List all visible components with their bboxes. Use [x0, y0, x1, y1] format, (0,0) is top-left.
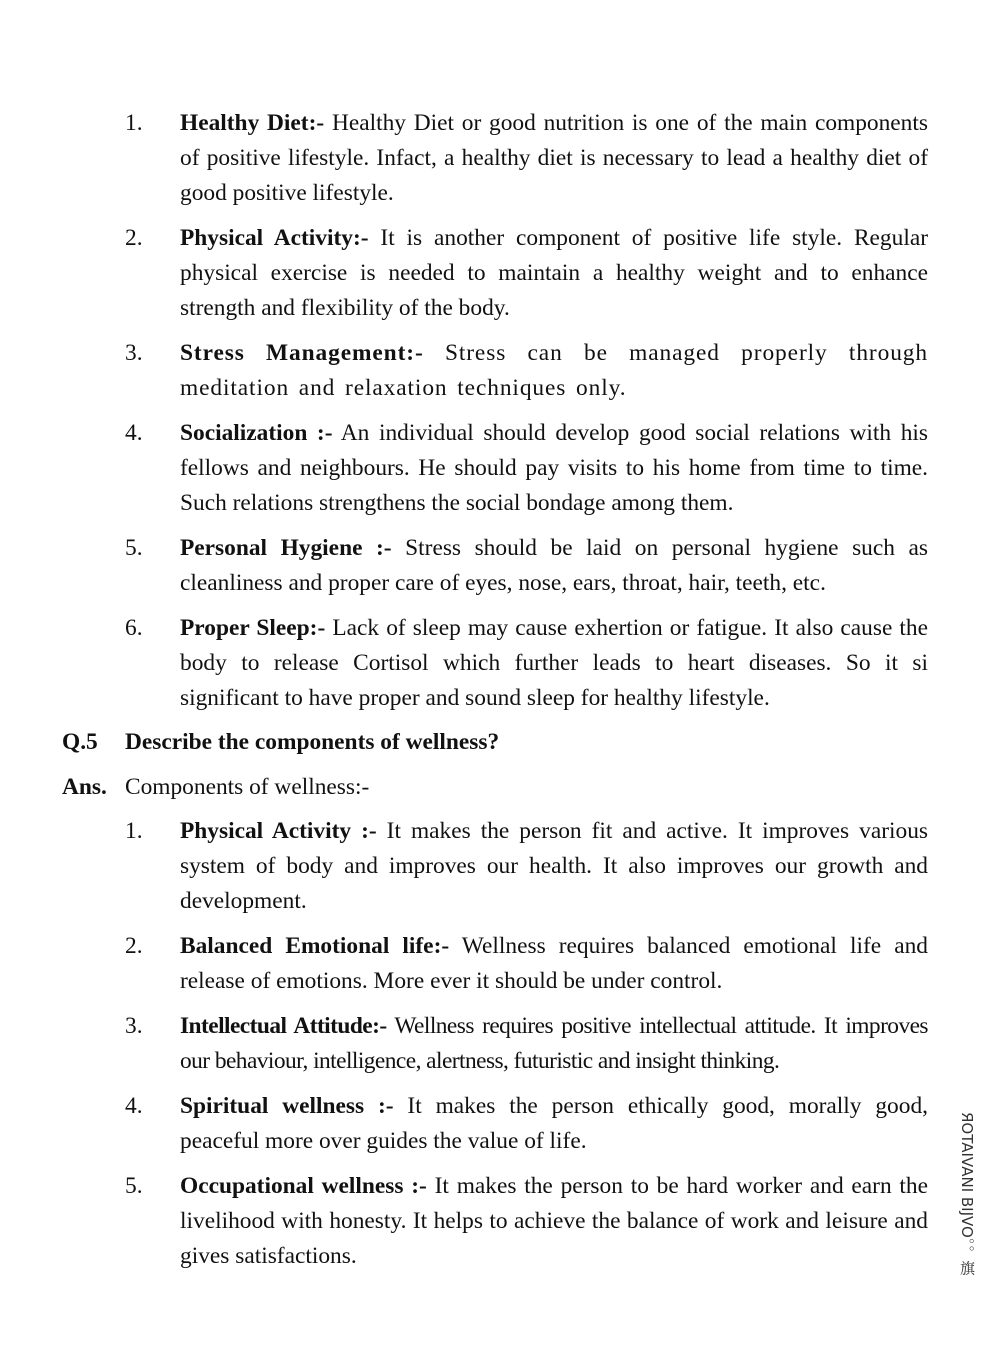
list-item	[0, 221, 991, 326]
vertical-margin-note: ЯOTAIVANI ВIJVO。。旗	[958, 1112, 976, 1276]
item-number: 2.	[125, 933, 143, 959]
item-title: Intellectual Attitude:-	[180, 1013, 387, 1039]
item-text	[180, 611, 928, 716]
answer-label: Ans.	[62, 774, 107, 800]
item-number: 5.	[125, 1173, 143, 1199]
item-title: Physical Activity:-	[180, 225, 369, 251]
list-item	[0, 1009, 991, 1079]
item-title: Occupational wellness :-	[180, 1173, 427, 1199]
list-item	[0, 106, 991, 211]
item-text	[180, 416, 928, 521]
item-title: Healthy Diet:-	[180, 110, 325, 136]
item-text	[180, 221, 928, 326]
item-number: 4.	[125, 1093, 143, 1119]
item-title: Spiritual wellness :-	[180, 1093, 394, 1119]
item-text	[180, 1009, 928, 1079]
item-body: Lack of sleep may cause exhertion or fatigue. It also cause the body to release Cortisol which further leads to heart diseases. So it si significant to have proper and sound sleep for healthy lifestyle.	[180, 615, 928, 711]
item-number: 6.	[125, 615, 143, 641]
item-body: Wellness requires balanced emotional life and release of emotions. More ever it should be under control.	[180, 933, 928, 994]
item-text	[180, 336, 928, 406]
item-body: It is another component of positive life style. Regular physical exercise is needed to maintain a healthy weight and to enhance strength and flexibility of the body.	[180, 225, 928, 321]
item-text	[180, 929, 928, 999]
answer-text: Components of wellness:-	[125, 774, 370, 800]
item-body: It makes the person ethically good, morally good, peaceful more over guides the value of life.	[180, 1093, 928, 1154]
list-item	[0, 814, 991, 919]
item-text	[180, 1169, 928, 1274]
list-item	[0, 611, 991, 716]
item-number: 5.	[125, 535, 143, 561]
item-text	[180, 1089, 928, 1159]
item-number: 2.	[125, 225, 143, 251]
list-item	[0, 416, 991, 521]
item-body: Wellness requires positive intellectual attitude. It improves our behaviour, intelligence, alertness, futuristic and insight thinking.	[180, 1013, 928, 1074]
item-body: It makes the person fit and active. It improves various system of body and improves our health. It also improves our growth and development.	[180, 818, 928, 914]
question-text: Describe the components of wellness?	[125, 729, 500, 755]
list-item	[0, 1169, 991, 1274]
item-body: An individual should develop good social relations with his fellows and neighbours. He should pay visits to his home from time to time. Such relations strengthens the social bondage among them.	[180, 420, 928, 516]
wellness-components-list	[0, 814, 991, 1284]
item-body: Healthy Diet or good nutrition is one of the main components of positive lifestyle. Infact, a healthy diet is necessary to lead a healthy diet of good positive lifestyle.	[180, 110, 928, 206]
item-title: Stress Management:-	[180, 340, 424, 366]
lifestyle-components-list	[0, 106, 991, 726]
item-body: It makes the person to be hard worker and earn the livelihood with honesty. It helps to achieve the balance of work and leisure and gives satisfactions.	[180, 1173, 929, 1269]
item-text	[180, 531, 928, 601]
item-body: Stress should be laid on personal hygiene such as cleanliness and proper care of eyes, nose, ears, throat, hair, teeth, etc.	[180, 535, 928, 596]
list-item	[0, 531, 991, 601]
item-number: 1.	[125, 110, 143, 136]
item-body: Stress can be managed properly through meditation and relaxation techniques only.	[180, 340, 928, 401]
item-text	[180, 814, 928, 919]
item-number: 4.	[125, 420, 143, 446]
item-number: 1.	[125, 818, 143, 844]
item-number: 3.	[125, 1013, 143, 1039]
item-title: Physical Activity :-	[180, 818, 377, 844]
list-item	[0, 1089, 991, 1159]
item-number: 3.	[125, 340, 143, 366]
item-title: Personal Hygiene :-	[180, 535, 392, 561]
item-title: Proper Sleep:-	[180, 615, 326, 641]
list-item	[0, 929, 991, 999]
list-item	[0, 336, 991, 406]
item-title: Balanced Emotional life:-	[180, 933, 450, 959]
item-title: Socialization :-	[180, 420, 333, 446]
item-text	[180, 106, 928, 211]
question-number: Q.5	[62, 729, 98, 755]
